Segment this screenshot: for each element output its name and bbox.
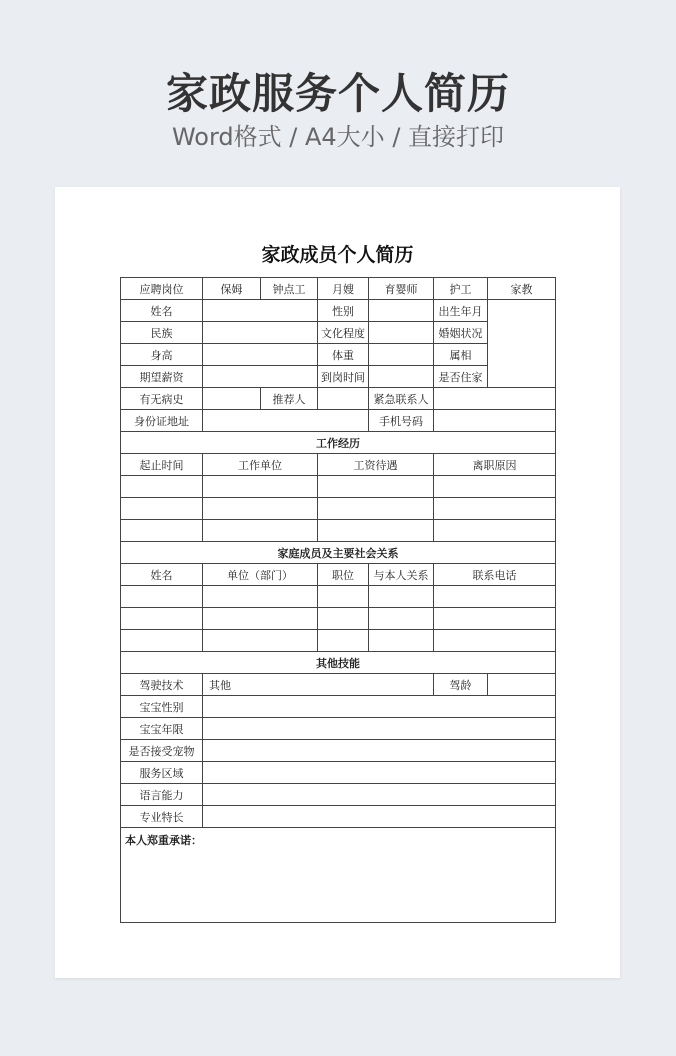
banner-subtitle: Word格式 / A4大小 / 直接打印 <box>171 123 505 151</box>
position-option[interactable]: 保姆 <box>203 278 261 300</box>
cell-value[interactable] <box>318 630 369 652</box>
section-row <box>121 652 556 674</box>
cell-label: 宝宝年限 <box>121 718 203 740</box>
cell-value[interactable] <box>369 344 434 366</box>
cell-value[interactable] <box>434 586 556 608</box>
cell-label: 期望薪资 <box>121 366 203 388</box>
personal-row <box>121 300 556 322</box>
photo-cell[interactable] <box>488 300 556 388</box>
cell-label: 宝宝性别 <box>121 696 203 718</box>
cell-value[interactable] <box>121 608 203 630</box>
column-header: 职位 <box>318 564 369 586</box>
cell-value[interactable] <box>203 410 369 432</box>
cell-value[interactable] <box>369 322 434 344</box>
banner-title: 家政服务个人简历 <box>165 69 510 118</box>
cell-value[interactable] <box>369 366 434 388</box>
personal-row <box>121 388 556 410</box>
section-heading-family: 家庭成员及主要社会关系 <box>121 542 556 564</box>
family-row <box>121 608 556 630</box>
skills-row <box>121 718 556 740</box>
position-option[interactable]: 家教 <box>488 278 556 300</box>
cell-value[interactable] <box>318 520 434 542</box>
cell-label: 是否接受宠物 <box>121 740 203 762</box>
cell-value[interactable] <box>318 586 369 608</box>
cell-label: 民族 <box>121 322 203 344</box>
cell-label: 专业特长 <box>121 806 203 828</box>
work-row <box>121 476 556 498</box>
family-header-row <box>121 564 556 586</box>
cell-label: 语言能力 <box>121 784 203 806</box>
cell-label: 身高 <box>121 344 203 366</box>
column-header: 工作单位 <box>203 454 318 476</box>
cell-value[interactable] <box>434 410 556 432</box>
cell-label: 推荐人 <box>261 388 318 410</box>
cell-label: 属相 <box>434 344 488 366</box>
cell-value[interactable] <box>203 388 261 410</box>
column-header: 与本人关系 <box>369 564 434 586</box>
cell-value[interactable] <box>488 674 556 696</box>
pledge-box[interactable]: 本人郑重承诺： <box>121 828 556 923</box>
column-header: 联系电话 <box>434 564 556 586</box>
skills-row <box>121 696 556 718</box>
cell-label: 驾驶技术 <box>121 674 203 696</box>
cell-label: 紧急联系人 <box>369 388 434 410</box>
work-header-row <box>121 454 556 476</box>
position-option[interactable]: 护工 <box>434 278 488 300</box>
cell-value[interactable] <box>203 520 318 542</box>
skills-row <box>121 762 556 784</box>
position-option[interactable]: 月嫂 <box>318 278 369 300</box>
cell-value[interactable] <box>121 630 203 652</box>
cell-value[interactable] <box>203 300 318 322</box>
cell-value[interactable] <box>318 476 434 498</box>
cell-value[interactable] <box>203 608 318 630</box>
cell-label: 是否住家 <box>434 366 488 388</box>
cell-label: 驾龄 <box>434 674 488 696</box>
cell-label: 出生年月 <box>434 300 488 322</box>
document-page <box>55 187 620 978</box>
family-row <box>121 586 556 608</box>
cell-value[interactable] <box>203 630 318 652</box>
column-header: 工资待遇 <box>318 454 434 476</box>
skills-row <box>121 740 556 762</box>
section-row <box>121 542 556 564</box>
section-heading-skills: 其他技能 <box>121 652 556 674</box>
cell-value[interactable] <box>203 718 556 740</box>
section-heading-work: 工作经历 <box>121 432 556 454</box>
cell-value[interactable] <box>121 586 203 608</box>
cell-label: 体重 <box>318 344 369 366</box>
cell-value[interactable] <box>203 806 556 828</box>
cell-value[interactable] <box>203 784 556 806</box>
cell-value[interactable] <box>434 630 556 652</box>
cell-value[interactable] <box>369 630 434 652</box>
position-option[interactable]: 育婴师 <box>369 278 434 300</box>
cell-value[interactable] <box>203 366 318 388</box>
cell-value[interactable] <box>121 476 203 498</box>
column-header: 离职原因 <box>434 454 556 476</box>
cell-value[interactable] <box>318 498 434 520</box>
cell-value[interactable] <box>203 586 318 608</box>
family-row <box>121 630 556 652</box>
skills-row <box>121 784 556 806</box>
cell-value[interactable] <box>434 388 556 410</box>
cell-value[interactable] <box>434 608 556 630</box>
column-header: 单位（部门） <box>203 564 318 586</box>
cell-value[interactable] <box>203 498 318 520</box>
column-header: 起止时间 <box>121 454 203 476</box>
work-row <box>121 520 556 542</box>
cell-label: 姓名 <box>121 300 203 322</box>
skills-row <box>121 806 556 828</box>
cell-value[interactable] <box>318 388 369 410</box>
cell-label: 其他 <box>203 674 434 696</box>
cell-value[interactable] <box>369 608 434 630</box>
resume-form <box>120 277 556 923</box>
skills-row <box>121 674 556 696</box>
cell-value[interactable] <box>203 696 556 718</box>
pledge-row <box>121 828 556 923</box>
cell-value[interactable] <box>203 322 318 344</box>
cell-value[interactable] <box>203 476 318 498</box>
cell-value[interactable] <box>203 740 556 762</box>
cell-value[interactable] <box>434 520 556 542</box>
cell-label: 身份证地址 <box>121 410 203 432</box>
cell-value[interactable] <box>121 498 203 520</box>
cell-label: 性别 <box>318 300 369 322</box>
personal-row <box>121 410 556 432</box>
cell-value[interactable] <box>434 476 556 498</box>
cell-value[interactable] <box>203 762 556 784</box>
cell-value[interactable] <box>369 586 434 608</box>
column-header: 姓名 <box>121 564 203 586</box>
cell-label: 服务区域 <box>121 762 203 784</box>
cell-label: 手机号码 <box>369 410 434 432</box>
cell-value[interactable] <box>203 344 318 366</box>
cell-value[interactable] <box>369 300 434 322</box>
cell-label: 文化程度 <box>318 322 369 344</box>
cell-value[interactable] <box>318 608 369 630</box>
work-row <box>121 498 556 520</box>
document-title: 家政成员个人简历 <box>261 244 414 266</box>
position-option[interactable]: 钟点工 <box>261 278 318 300</box>
cell-value[interactable] <box>121 520 203 542</box>
position-row <box>121 278 556 300</box>
cell-label: 应聘岗位 <box>121 278 203 300</box>
cell-label: 有无病史 <box>121 388 203 410</box>
cell-label: 到岗时间 <box>318 366 369 388</box>
cell-value[interactable] <box>434 498 556 520</box>
section-row <box>121 432 556 454</box>
cell-label: 婚姻状况 <box>434 322 488 344</box>
